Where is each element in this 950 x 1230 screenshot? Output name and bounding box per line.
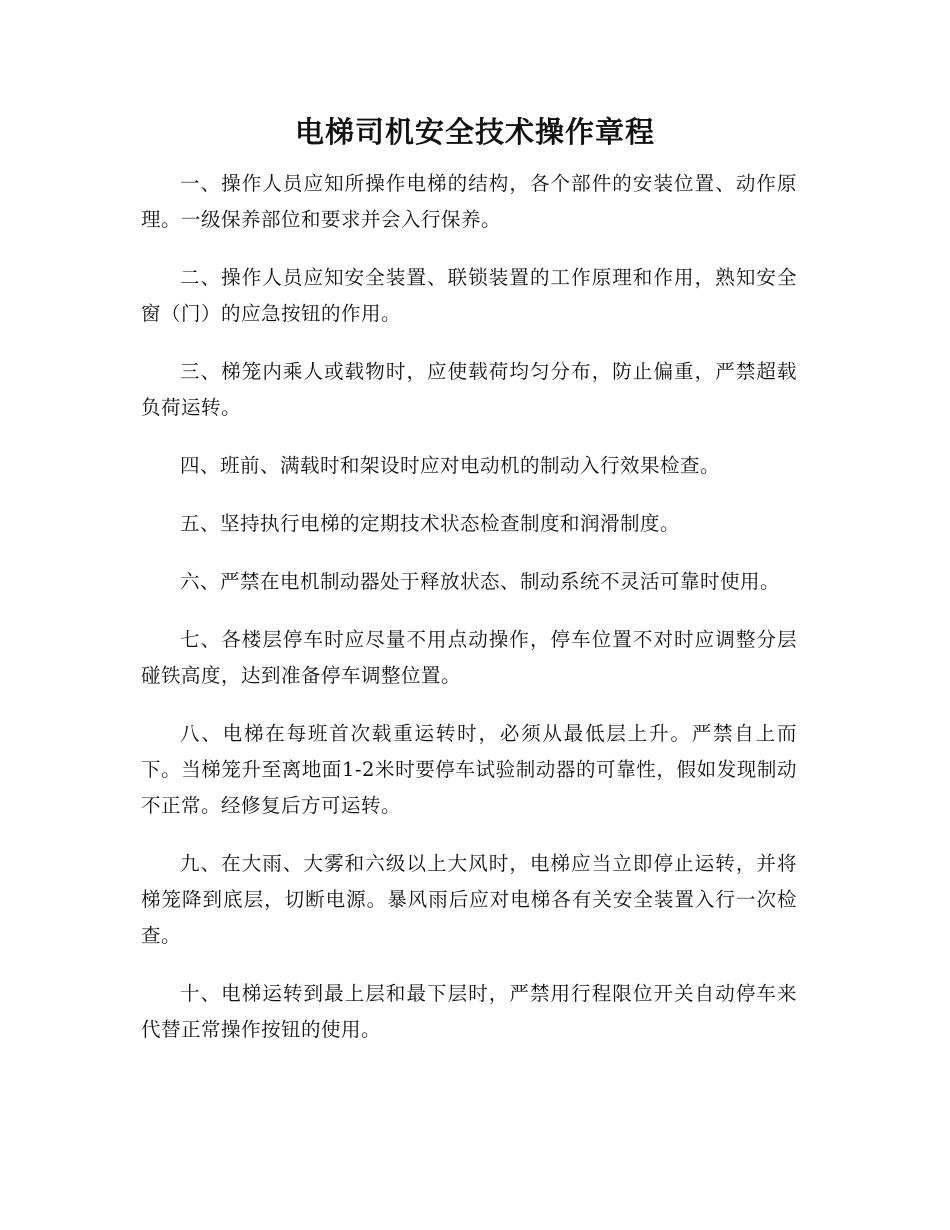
document-body	[141, 166, 797, 1070]
paragraph-4: 四、班前、满载时和架设时应对电动机的制动入行效果检查。	[180, 454, 721, 477]
document-title: 电梯司机安全技术操作章程	[294, 115, 655, 149]
paragraph-8: 八、电梯在每班首次载重运转时，必须从最低层上升。严禁自上而下。当梯笼升至离地面1-2米时要停车试验制动器的可靠性，假如发现制动不正常。经修复后方可运转。	[141, 722, 797, 817]
paragraph-10: 十、电梯运转到最上层和最下层时，严禁用行程限位开关自动停车来代替正常操作按钮的使用。	[141, 982, 797, 1041]
paragraph-5: 五、坚持执行电梯的定期技术状态检查制度和润滑制度。	[180, 512, 681, 535]
paragraph-9: 九、在大雨、大雾和六级以上大风时，电梯应当立即停止运转，并将梯笼降到底层，切断电源。暴风雨后应对电梯各有关安全装置入行一次检查。	[141, 852, 797, 947]
paragraph-2: 二、操作人员应知安全装置、联锁装置的工作原理和作用，熟知安全窗（门）的应急按钮的作用。	[141, 266, 797, 325]
paragraph-7: 七、各楼层停车时应尽量不用点动操作，停车位置不对时应调整分层碰铁高度，达到准备停车调整位置。	[141, 628, 797, 687]
paragraph-3: 三、梯笼内乘人或载物时，应使载荷均匀分布，防止偏重，严禁超载负荷运转。	[141, 360, 797, 419]
paragraph-1: 一、操作人员应知所操作电梯的结构，各个部件的安装位置、动作原理。一级保养部位和要求并会入行保养。	[141, 172, 797, 231]
paragraph-6: 六、严禁在电机制动器处于释放状态、制动系统不灵活可靠时使用。	[180, 570, 781, 593]
